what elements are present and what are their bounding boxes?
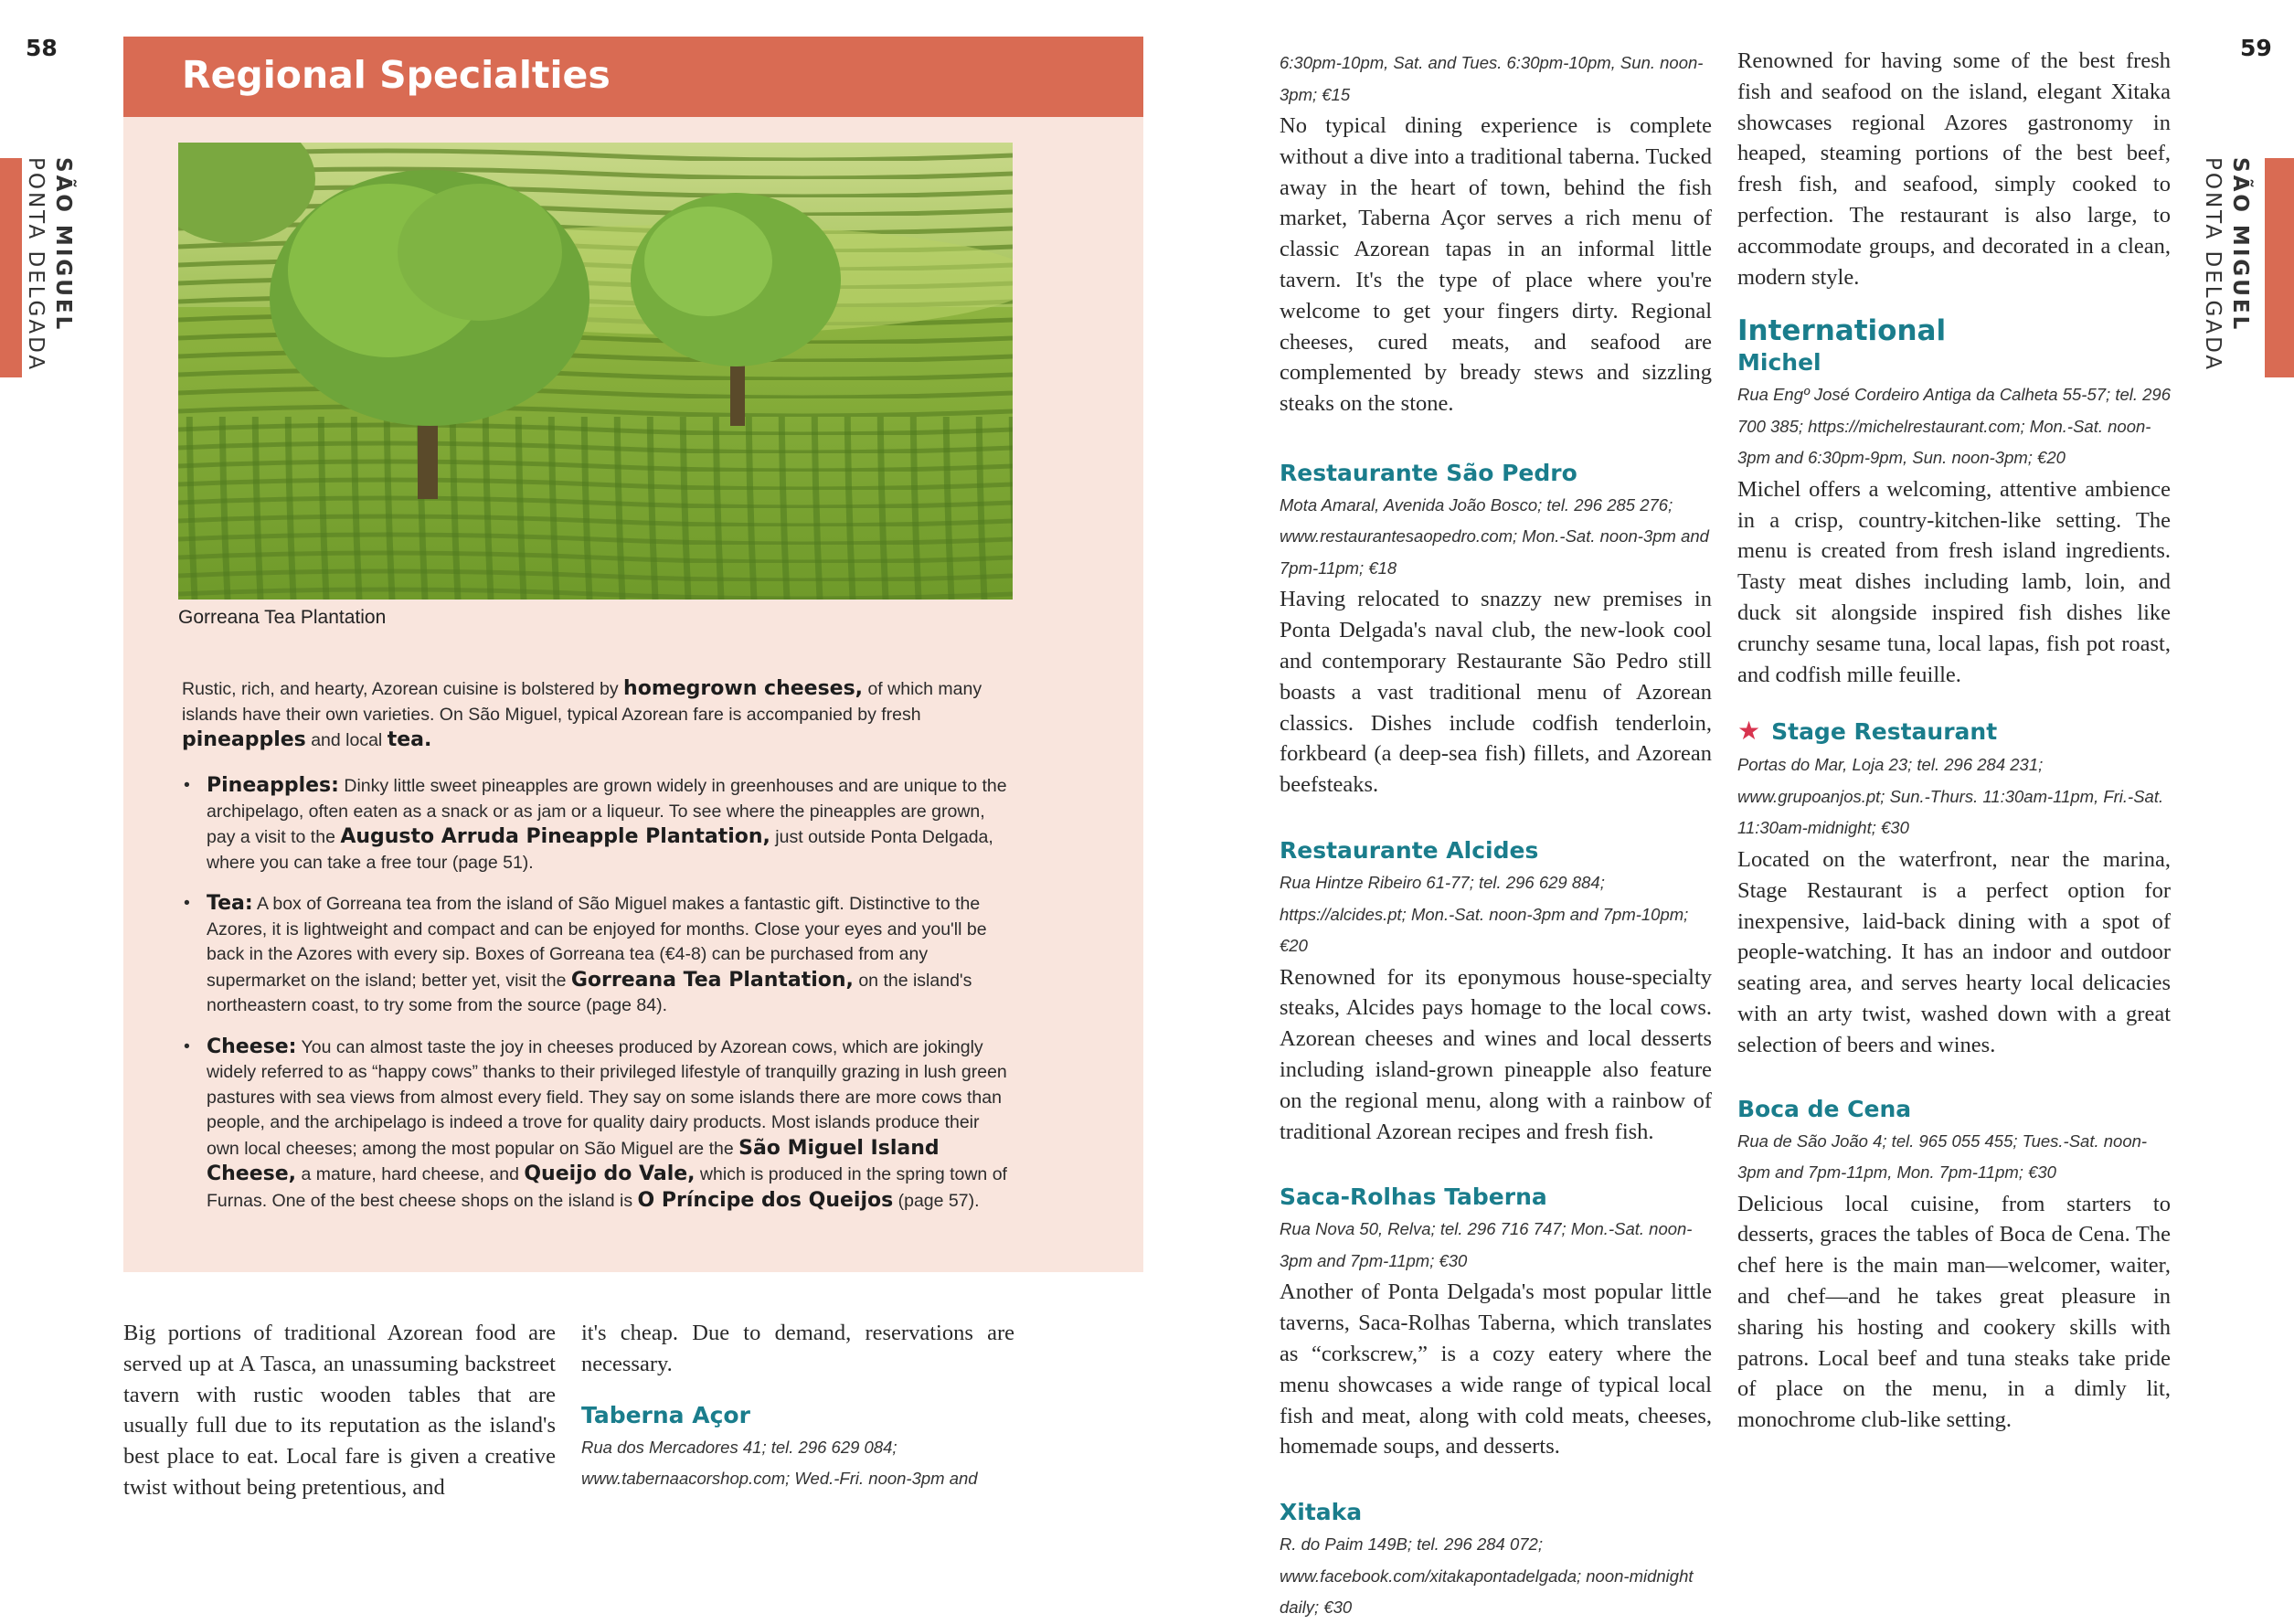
venue-info-michel: Rua Engº José Cordeiro Antiga da Calheta 55-57; tel. 296 700 385; https://michelrestaurant.com; Mon.-Sat. noon-3pm and 6:30pm-9pm, Sun. noon-3pm; €20	[1737, 385, 2172, 468]
venue-text-boca-de-cena: Delicious local cuisine, from starters to desserts, graces the tables of Boca de Cena. The chef here is the main man—welcomer, waiter, and chef—and he takes great pleasure in sharing his hosting and cookery skills with patrons. Local beef and tuna steaks take pride of place on the menu, in a dimly lit, monochrome club-like setting.	[1737, 1191, 2171, 1433]
section-heading-international: International	[1737, 314, 1947, 348]
running-head-strong: SÃO MIGUEL	[51, 157, 75, 333]
venue-info-taberna-acor: Rua dos Mercadores 41; tel. 296 629 084; www.tabernaacorshop.com; Wed.-Fri. noon-3pm and	[581, 1437, 978, 1489]
column-3	[1280, 48, 1712, 1624]
venue-name-saca-rolhas: Saca-Rolhas Taberna	[1280, 1184, 1547, 1211]
venue-name-stage: Stage Restaurant	[1771, 718, 1998, 746]
venue-info-xitaka: R. do Paim 149B; tel. 296 284 072; www.facebook.com/xitakapontadelgada; noon-midnight daily; €30	[1280, 1534, 1694, 1618]
sidebar-title: Regional Specialties	[182, 53, 611, 97]
venue-info-taberna-acor-cont: 6:30pm-10pm, Sat. and Tues. 6:30pm-10pm, Sun. noon-3pm; €15	[1280, 53, 1704, 104]
venue-info-alcides: Rua Hintze Ribeiro 61-77; tel. 296 629 884; https://alcides.pt; Mon.-Sat. noon-3pm and 7pm-10pm; €20	[1280, 873, 1689, 956]
running-head-strong: SÃO MIGUEL	[2228, 157, 2252, 333]
venue-text-michel: Michel offers a welcoming, attentive ambience in a crisp, country-kitchen-like setting. The menu is created from fresh island ingredients. Tasty meat dishes including lamb, loin, and duck sit alongside inspired fish dishes like crunchy sesame tuna, local lapas, fish pot roast, and codfish mille feuille.	[1737, 476, 2171, 687]
running-head-sub: PONTA DELGADA	[24, 157, 48, 373]
column-2	[581, 1318, 1014, 1495]
page-number-right: 59	[2240, 35, 2272, 61]
venue-heading-stage	[1737, 716, 2171, 746]
specialties-list	[182, 773, 1015, 1229]
column-1	[123, 1318, 556, 1503]
venue-name-sao-pedro: Restaurante São Pedro	[1280, 459, 1577, 486]
left-thumb-tab	[0, 158, 22, 377]
list-item-cheese: • Cheese: You can almost taste the joy in cheeses produced by Azorean cows, which are jokingly widely referred to as “happy cows” thanks to their privileged lifestyle of tranquilly grazing in lush green pastures with sea views from almost every field. They say on some islands there are more cows than people, and the archipelago is indeed a trove for quality dairy products. Most islands produce their own local cheeses; among the most popular on São Miguel are the São Miguel Island Cheese, a mature, hard cheese, and Queijo do Vale, which is produced in the spring town of Furnas. One of the best cheese shops on the island is O Príncipe dos Queijos (page 57).	[184, 1035, 1007, 1212]
a-tasca-text: Big portions of traditional Azorean food are served up at A Tasca, an unassuming backstreet tavern with rustic wooden tables that are usually full due to its reputation as the island's best place to eat. Local fare is given a creative twist without being pretentious, and	[123, 1321, 556, 1500]
venue-text-xitaka: Renowned for having some of the best fresh fish and seafood on the island, elegant Xitaka showcases regional Azores gastronomy in heaped, steaming portions of the best beef, fresh fish, and seafood, simply cooked to perfection. The restaurant is also large, to accommodate groups, and decorated in a clean, modern style.	[1737, 48, 2171, 290]
page-number-left: 58	[26, 35, 58, 61]
star-icon: ★	[1737, 716, 1761, 747]
venue-name-boca-de-cena: Boca de Cena	[1737, 1095, 1912, 1122]
venue-text-saca-rolhas: Another of Ponta Delgada's most popular little taverns, Saca-Rolhas Taberna, which translates as “corkscrew,” is a cozy eatery where the menu showcases a wide range of typical local fish and meat, along with cold meats, cheeses, homemade soups, and desserts.	[1280, 1279, 1712, 1459]
running-head-right	[2228, 157, 2252, 332]
list-item-pineapples: • Pineapples: Dinky little sweet pineapples are grown widely in greenhouses and are unique to the archipelago, often eaten as a snack or as jam or a liqueur. To see where the pineapples are grown, pay a visit to the Augusto Arruda Pineapple Plantation, just outside Ponta Delgada, where you can take a free tour (page 51).	[184, 774, 1007, 873]
venue-info-stage: Portas do Mar, Loja 23; tel. 296 284 231; www.grupoanjos.pt; Sun.-Thurs. 11:30am-11pm, Fri.-Sat. 11:30am-midnight; €30	[1737, 755, 2164, 838]
venue-text-stage: Located on the waterfront, near the marina, Stage Restaurant is a perfect option for inexpensive, laid-back dining with a spot of people-watching. It has an indoor and outdoor seating area, and serves hearty local delicacies with an arty twist, washed down with a great selection of beers and wines.	[1737, 846, 2171, 1057]
venue-name-taberna-acor: Taberna Açor	[581, 1401, 750, 1428]
running-head-sub: PONTA DELGADA	[2201, 157, 2225, 373]
running-head-sub-left	[24, 157, 48, 372]
right-thumb-tab	[2265, 158, 2294, 377]
venue-name-michel: Michel	[1737, 349, 1821, 377]
sidebar-title-bar	[123, 37, 1143, 117]
venue-info-boca-de-cena: Rua de São João 4; tel. 965 055 455; Tues.-Sat. noon-3pm and 7pm-11pm, Mon. 7pm-11pm; €30	[1737, 1130, 2148, 1183]
list-item-tea: • Tea: A box of Gorreana tea from the island of São Miguel makes a fantastic gift. Distinctive to the Azores, it is lightweight and compact and can be enjoyed for months. Close your eyes and you'll be back in the Azores with every sip. Boxes of Gorreana tea (€4-8) can be purchased from any supermarket on the island; better yet, visit the Gorreana Tea Plantation, on the island's northeastern coast, to try some from the source (page 84).	[184, 892, 987, 1015]
photo-caption: Gorreana Tea Plantation	[178, 607, 387, 628]
venue-text-sao-pedro: Having relocated to snazzy new premises in Ponta Delgada's naval club, the new-look cool and contemporary Restaurante São Pedro still boasts a vast traditional menu of Azorean classics. Dishes include codfish tenderloin, forkbeard (a deep-sea fish) fillets, and Azorean beefsteaks.	[1280, 587, 1712, 798]
tea-plantation-photo	[178, 143, 1013, 600]
venue-name-xitaka: Xitaka	[1280, 1499, 1363, 1526]
venue-name-alcides: Restaurante Alcides	[1280, 837, 1539, 865]
column-4	[1737, 46, 2171, 1436]
venue-text-taberna-acor: No typical dining experience is complete without a dive into a traditional taberna. Tucked away in the heart of town, behind the fish market, Taberna Açor serves a rich menu of classic Azorean tapas in an informal little tavern. It's the type of place where you're welcome to get your fingers dirty. Regional cheeses, cured meats, and seafood are complemented by bready stews and sizzling steaks on the stone.	[1280, 113, 1712, 417]
venue-info-saca-rolhas: Rua Nova 50, Relva; tel. 296 716 747; Mon.-Sat. noon-3pm and 7pm-11pm; €30	[1280, 1219, 1693, 1270]
sidebar-intro: Rustic, rich, and hearty, Azorean cuisine is bolstered by homegrown cheeses, of which many islands have their own varieties. On São Miguel, typical Azorean fare is accompanied by fresh pineapples and local tea.	[182, 677, 982, 751]
a-tasca-text-cont: it's cheap. Due to demand, reservations are necessary.	[581, 1321, 1014, 1376]
venue-info-sao-pedro: Mota Amaral, Avenida João Bosco; tel. 296 285 276; www.restaurantesaopedro.com; Mon.-Sat. noon-3pm and 7pm-11pm; €18	[1280, 494, 1709, 578]
running-head-sub-right	[2201, 157, 2225, 372]
venue-text-alcides: Renowned for its eponymous house-specialty steaks, Alcides pays homage to the local cows. Azorean cheeses and wines and local desserts including island-grown pineapple also feature on the regional menu, along with a rainbow of traditional Azorean recipes and fresh fish.	[1280, 964, 1712, 1144]
running-head-left	[51, 157, 75, 332]
